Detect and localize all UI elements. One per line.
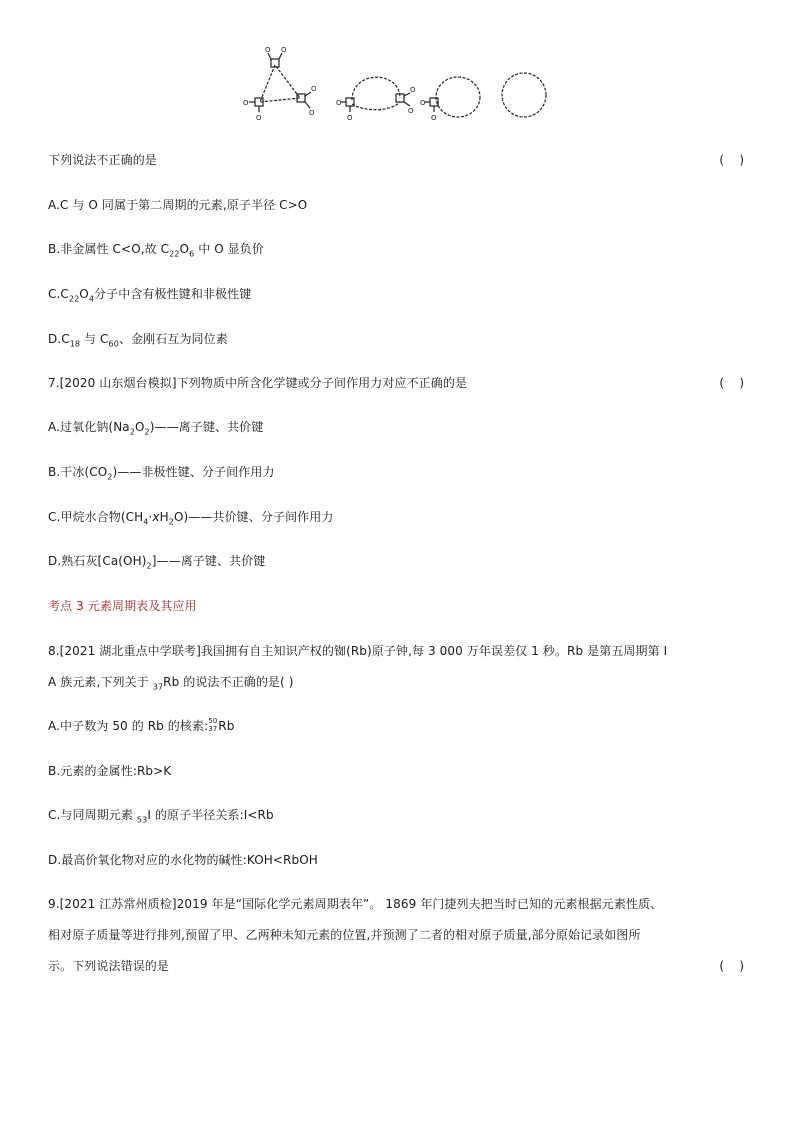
- q9-stem-line3: 示。下列说法错误的是: [48, 959, 170, 973]
- q6-option-b[interactable]: B.非金属性 C<O,故 $C_{22}O_6$ 中 O 显负价: [48, 242, 264, 259]
- q8-stem-line1: 8.[2021 湖北重点中学联考]我国拥有自主知识产权的铷(Rb)原子钟,每 3 000 万年误差仅 1 秒。Rb 是第五周期第 I: [48, 644, 668, 658]
- label-o-4: O: [256, 114, 262, 122]
- q6-option-d[interactable]: $D.C_{18}$ 与 $C_{60}$、金刚石互为同位素: [48, 332, 228, 349]
- q8-option-a[interactable]: A.中子数为 50 的 Rb 的核素: 50 37 Rb: [48, 717, 235, 733]
- label-o-7: O: [336, 99, 342, 107]
- label-o-10: O: [408, 107, 414, 115]
- label-o-12: O: [431, 114, 437, 122]
- label-o-1: O: [265, 46, 271, 54]
- nuclide-notation: 50 37: [208, 717, 218, 733]
- q9-stem-line2: 相对原子质量等进行排列,预留了甲、乙两种未知元素的位置,并预测了二者的相对原子质量,部分原始记录如图所: [48, 928, 641, 942]
- q7-answer-paren[interactable]: ( ): [719, 376, 744, 390]
- q6-answer-paren[interactable]: ( ): [719, 153, 744, 167]
- ring-molecule-4: [502, 73, 546, 117]
- triangle-molecule: [249, 53, 311, 112]
- q7-option-d[interactable]: D.熟石灰$[Ca(OH)_2]——$离子键、共价键: [48, 554, 266, 571]
- q8-stem-line2: A 族元素,下列关于 $_{37}$Rb 的说法不正确的是( ): [48, 675, 294, 692]
- q8-option-b[interactable]: B.元素的金属性:Rb>K: [48, 764, 172, 778]
- loop-molecule-2: [341, 77, 410, 112]
- label-o-5: O: [311, 85, 317, 93]
- label-o-11: O: [420, 99, 426, 107]
- molecule-figure: [240, 40, 560, 130]
- q7-stem: 7.[2020 山东烟台模拟]下列物质中所含化学键或分子间作用力对应不正确的是: [48, 376, 468, 390]
- q9-stem-line1: 9.[2021 江苏常州质检]2019 年是“国际化学元素周期表年”。 1869 年门捷列夫把当时已知的元素根据元素性质、: [48, 897, 663, 911]
- q8-option-c[interactable]: C.与同周期元素 $_{53}$I 的原子半径关系:I<Rb: [48, 808, 274, 825]
- label-o-8: O: [347, 114, 353, 122]
- q6-stem: 下列说法不正确的是: [48, 153, 157, 167]
- label-o-3: O: [243, 99, 249, 107]
- q9-answer-paren[interactable]: ( ): [719, 959, 744, 973]
- q7-option-c[interactable]: C.甲烷水合物$(CH_4\cdot xH_2O)——$共价键、分子间作用力: [48, 510, 334, 527]
- q8-option-d[interactable]: D.最高价氧化物对应的水化物的碱性:KOH<RbOH: [48, 853, 318, 867]
- section-heading: 考点 3 元素周期表及其应用: [48, 599, 197, 613]
- label-o-6: O: [309, 109, 315, 117]
- q6-option-c[interactable]: $C.C_{22}O_4$分子中含有极性键和非极性键: [48, 287, 252, 304]
- q7-option-b[interactable]: B.干冰$(CO_2)——$非极性键、分子间作用力: [48, 465, 275, 482]
- q6-option-a[interactable]: A.C 与 O 同属于第二周期的元素,原子半径 C>O: [48, 198, 308, 212]
- label-o-2: O: [281, 46, 287, 54]
- label-o-9: O: [410, 86, 416, 94]
- loop-molecule-3: [425, 77, 480, 117]
- q7-option-a[interactable]: A.过氧化钠$(Na_2O_2)——$离子键、共价键: [48, 420, 264, 437]
